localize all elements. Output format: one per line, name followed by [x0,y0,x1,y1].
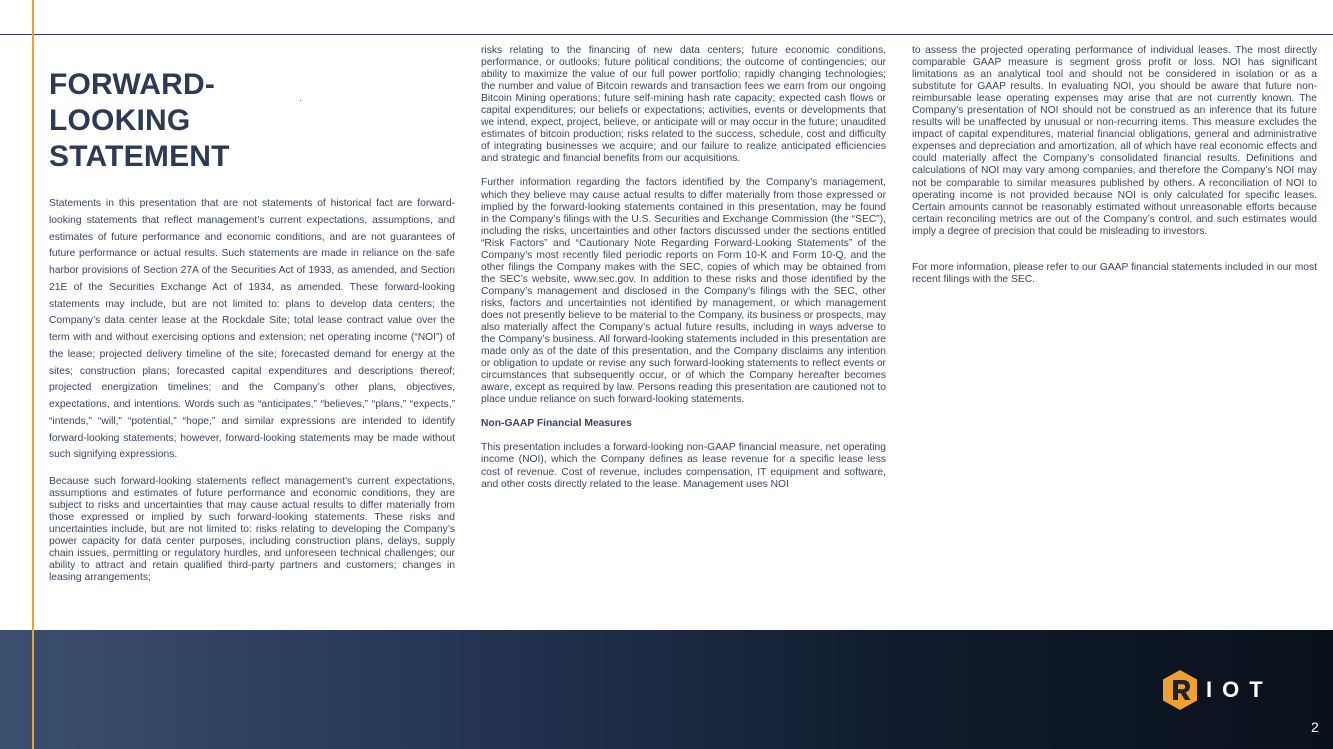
paragraph: Because such forward-looking statements reflect management’s current expectations, assumptions and estimates of future performance and economic conditions, they are subject to risks and uncertainties that may cause actual results to differ materially from those expressed or implied by such forward-looking statements. These risks and uncertainties include, but are not limited to: risks relating to developing the Company’s power capacity for data center purposes, including construction plans, delays, supply chain issues, permitting or regulatory hurdles, and unforeseen technical challenges; our ability to attract and retain qualified third-party partners and customers; changes in leasing arrangements; [49,476,455,584]
logo-text: IOT [1206,677,1273,702]
paragraph: Statements in this presentation that are not statements of historical fact are forward-looking statements that reflect management’s current expectations, assumptions, and estimates of future performance and economic conditions, and are not guarantees of future performance or actual results. Such statements are made in reliance on the safe harbor provisions of Section 27A of the Securities Act of 1933, as amended, and Section 21E of the Securities Exchange Act of 1934, as amended. These forward-looking statements may include, but are not limited to: plans to develop data centers; the Company’s data center lease at the Rockdale Site; total lease contract value over the term with and without exercising options and extension; net operating income (“NOI”) of the lease; projected delivery timeline of the site; forecasted demand for energy at the sites; construction plans; forecasted capital expenditures and descriptions thereof; projected energization timelines; and the Company’s other plans, objectives, expectations, and intentions. Words such as “anticipates,” “believes,” “plans,” “expects,” “intends,” “will,” “potential,” “hope,” and similar expressions are intended to identify forward-looking statements; however, forward-looking statements may be made without such signifying expressions. [49,198,455,461]
paragraph: Further information regarding the factors identified by the Company’s management, which they believe may cause actual results to differ materially from those expressed or implied by the forward-looking statements contained in this presentation, may be found in the Company’s filings with the U.S. Securities and Exchange Commission (the “SEC”), including the risks, uncertainties and other factors discussed under the sections entitled “Risk Factors” and “Cautionary Note Regarding Forward-Looking Statements” of the Company’s most recently filed periodic reports on Form 10-K and Form 10-Q, and the other filings the Company makes with the SEC, copies of which may be obtained from the SEC’s website, www.sec.gov. In addition to these risks and those identified by the Company’s management and disclosed in the Company’s filings with the SEC, other risks, factors and uncertainties not identified by management, or which management does not presently believe to be material to the Company, its business or prospects, may also materially affect the Company’s actual future results, including in ways adverse to the Company’s business. All forward-looking statements included in this presentation are made only as of the date of this presentation, and the Company disclaims any intention or obligation to update or revise any such forward-looking statements to reflect events or circumstances that subsequently occur, or of which the Company hereafter becomes aware, except as required by law. Persons reading this presentation are cautioned not to place undue reliance on such forward-looking statements. [481,177,886,406]
decorative-dot [300,100,301,101]
text-column-3 [912,45,1317,286]
paragraph: This presentation includes a forward-looking non-GAAP financial measure, net operating income (NOI), which the Company defines as lease revenue for a specific lease less cost of revenue. Cost of revenue, includes compensation, IT equipment and software, and other costs directly related to the lease. Management uses NOI [481,442,886,490]
section-heading-non-gaap: Non-GAAP Financial Measures [481,418,632,430]
page-number: 2 [1311,719,1319,735]
text-column-1 [49,196,455,584]
riot-r-hexagon-icon [1161,669,1199,711]
page-title [49,67,289,175]
text-column-2 [481,45,886,491]
title-line-3: STATEMENT [49,140,230,173]
accent-vertical-line [32,0,34,749]
footer-band [0,630,1333,749]
title-line-1: FORWARD- [49,68,216,101]
top-divider [0,34,1333,35]
title-line-2: LOOKING [49,104,191,137]
paragraph: risks relating to the financing of new data centers; future economic conditions, performance, or outlooks; future political conditions; the outcome of contingencies; our ability to maximize the value of our full power portfolio; rapidly changing technologies; the number and value of Bitcoin rewards and transaction fees we earn from our ongoing Bitcoin Mining operations; future self-mining hash rate capacity; expected cash flows or capital expenditures; our beliefs or expectations; activities, events or developments that we intend, expect, project, believe, or anticipate will or may occur in the future; unaudited estimates of bitcoin production; risks related to the success, schedule, cost and difficulty of integrating businesses we acquire; and our failure to realize anticipated efficiencies and strategic and financial benefits from our acquisitions. [481,45,886,165]
paragraph: For more information, please refer to our GAAP financial statements included in our most recent filings with the SEC. [912,261,1318,285]
riot-logo [1161,668,1281,712]
paragraph: to assess the projected operating performance of individual leases. The most directly comparable GAAP measure is segment gross profit or loss. NOI has significant limitations as an analytical tool and should not be considered in isolation or as a substitute for GAAP results. In evaluating NOI, you should be aware that future non-reimbursable lease operating expenses may arise that are not currently known. The Company’s presentation of NOI should not be construed as an inference that its future results will be unaffected by unusual or non-recurring items. This measure excludes the impact of capital expenditures, material financial obligations, general and administrative expenses and depreciation and amortization, all of which have real economic effects and could materially affect the Company’s consolidated financial results. Definitions and calculations of NOI may vary among companies, and therefore the Company’s NOI may not be comparable to similar measures published by others. A reconciliation of NOI to operating income is not provided because NOI is only calculated for specific leases. Certain amounts cannot be reasonably estimated without unreasonable efforts because certain reconciling metrics are out of the Company’s control, and such estimates would imply a degree of precision that could be misleading to investors. [912,45,1317,237]
